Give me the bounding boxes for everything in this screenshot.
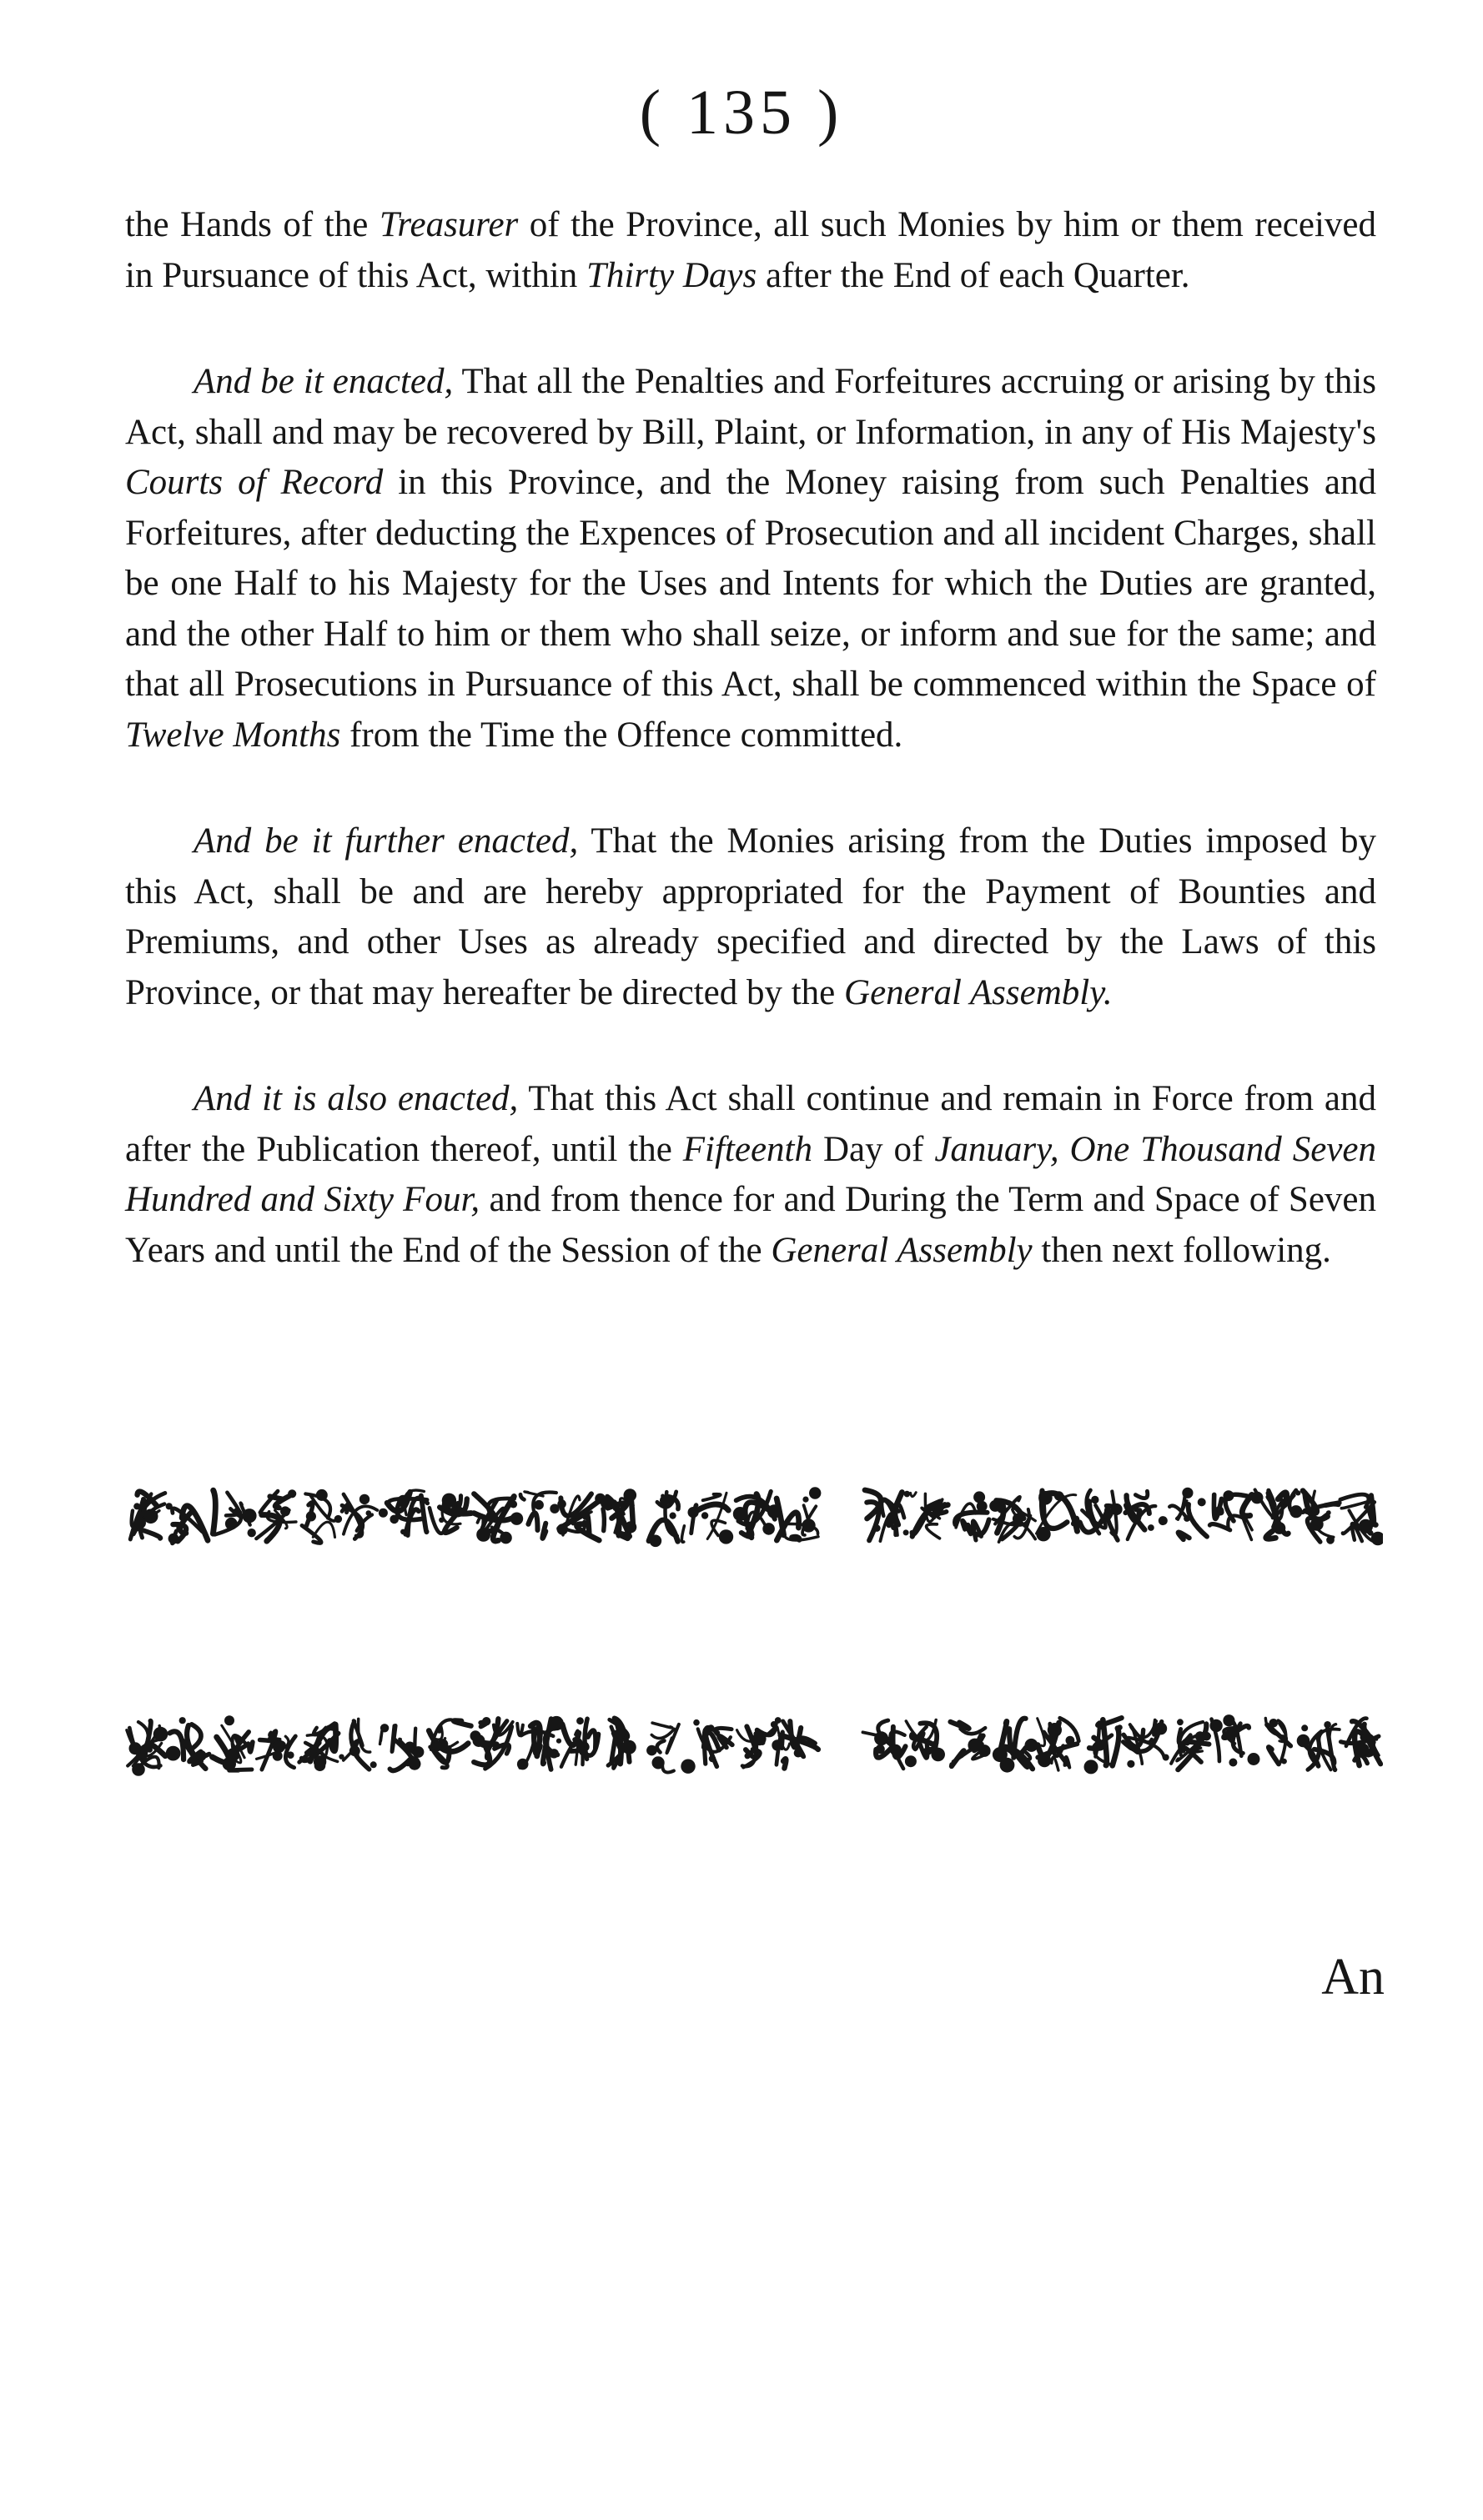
ornament-flourish bbox=[1341, 1719, 1381, 1766]
ornament-flourish bbox=[517, 1716, 564, 1770]
italic-text: Thirty Days bbox=[586, 255, 757, 295]
ornament-flourish bbox=[903, 1491, 948, 1539]
text-run: after the End of each Quarter. bbox=[757, 255, 1190, 295]
italic-text: Courts of Record bbox=[125, 463, 384, 502]
ornament-flourish bbox=[390, 1725, 424, 1770]
ornament-flourish bbox=[989, 1497, 1035, 1542]
printers-ornament-bottom bbox=[125, 1711, 1383, 1778]
italic-text: Fifteenth bbox=[682, 1129, 812, 1169]
ornament-flourish bbox=[993, 1719, 1038, 1773]
ornament-flourish bbox=[1124, 1720, 1169, 1768]
italic-text: And be it further enacted, bbox=[194, 821, 579, 861]
ornament-flourish bbox=[257, 1731, 296, 1770]
ornament-flourish bbox=[1084, 1718, 1123, 1774]
text-run: in this Province, and the Money raising from such Penalties and Forfeitures, after deducting the Expences of Prosecution and all incident Charges, shall be one Half to his Majesty for the Uses and Intents for which the Duties are granted, and the other Half to him or them who shall seize, or inform and sue for the same; and that all Prosecutions in Pursuance of this Act, shall be commenced within the Space of bbox=[125, 463, 1376, 704]
ornament-flourish bbox=[1297, 1721, 1340, 1770]
paragraph-4 bbox=[125, 1074, 1376, 1276]
ornament-flourish bbox=[955, 1491, 989, 1540]
italic-text: Treasurer bbox=[379, 205, 519, 244]
ornament-flourish bbox=[865, 1490, 904, 1541]
ornament-flourish bbox=[949, 1722, 990, 1768]
ornament-flourish bbox=[299, 1724, 344, 1772]
ornament-flourish bbox=[649, 1492, 685, 1547]
ornament-flourish bbox=[772, 1717, 818, 1768]
ornament-flourish bbox=[342, 1494, 388, 1539]
ornament-flourish bbox=[905, 1720, 945, 1768]
text-run: Day of bbox=[812, 1129, 935, 1169]
ornament-flourish bbox=[344, 1719, 390, 1769]
text-run: of the Province, all such Monies by him or them received in Pursuance of this Act, within bbox=[125, 205, 1376, 295]
ornament-flourish bbox=[1248, 1719, 1291, 1766]
ornament-flourish bbox=[737, 1721, 777, 1767]
ornament-flourish bbox=[213, 1490, 256, 1537]
ornament-flourish bbox=[387, 1490, 427, 1535]
paragraph-2 bbox=[125, 357, 1376, 761]
ornament-flourish bbox=[166, 1503, 209, 1544]
ornament-flourish bbox=[470, 1717, 513, 1769]
ornament-flourish bbox=[127, 1721, 168, 1776]
italic-text: And it is also enacted, bbox=[194, 1079, 519, 1118]
text-run: That all the Penalties and Forfeitures accruing or arising by this Act, shall and may be recovered by Bill, Plaint, or Information, in any of His Majesty's bbox=[125, 362, 1376, 452]
ornament-flourish bbox=[430, 1493, 471, 1534]
text-run: then next following. bbox=[1032, 1230, 1331, 1270]
ornament-flourish bbox=[1251, 1490, 1303, 1539]
ornament-flourish bbox=[213, 1715, 253, 1770]
ornament-flourish bbox=[1171, 1719, 1211, 1770]
ornament-flourish bbox=[693, 1719, 732, 1767]
ornament-flourish bbox=[1038, 1718, 1079, 1770]
ornament-flourish bbox=[1295, 1490, 1339, 1544]
ornament-flourish bbox=[863, 1720, 906, 1769]
ornament-flourish bbox=[556, 1717, 599, 1766]
ornament-flourish bbox=[256, 1489, 296, 1543]
ornament-flourish bbox=[429, 1719, 471, 1768]
text-run: That the Monies arising from the Duties imposed by this Act, shall be and are hereby appropriated for the Payment of Bounties and Premiums, and other Uses as already specified and directed by the Laws of this Province, or that may hereafter be directed by the bbox=[125, 821, 1376, 1012]
body-text bbox=[125, 200, 1376, 1332]
ornament-flourish bbox=[1340, 1494, 1383, 1545]
ornament-flourish bbox=[1209, 1490, 1252, 1539]
ornament-flourish bbox=[601, 1488, 636, 1539]
ornament-flourish bbox=[302, 1489, 342, 1544]
text-run: That this Act shall continue and remain in Force from and after the Publication thereof, until the bbox=[125, 1079, 1376, 1169]
text-run: from the Time the Offence committed. bbox=[340, 715, 903, 755]
catchword: An bbox=[1321, 1949, 1385, 2005]
ornament-flourish bbox=[130, 1492, 165, 1539]
italic-text: Twelve Months bbox=[125, 715, 341, 755]
italic-text: January, One Thousand Seven Hundred and Sixty Four, bbox=[125, 1129, 1377, 1219]
ornament-flourish bbox=[1209, 1714, 1249, 1766]
ornament-flourish bbox=[688, 1493, 734, 1544]
ornament-flourish bbox=[166, 1717, 209, 1769]
text-run: the Hands of the bbox=[125, 205, 380, 244]
ornament-flourish bbox=[1169, 1488, 1207, 1540]
italic-text: And be it enacted, bbox=[194, 362, 454, 401]
ornament-flourish bbox=[646, 1723, 696, 1774]
italic-text: General Assembly. bbox=[844, 972, 1113, 1012]
italic-text: General Assembly bbox=[771, 1230, 1033, 1270]
ornament-flourish bbox=[777, 1487, 821, 1540]
ornament-flourish bbox=[1036, 1491, 1077, 1542]
text-run: and from thence for and During the Term and Space of Seven Years and until the End of the Session of the bbox=[125, 1180, 1376, 1270]
printers-ornament-top bbox=[125, 1483, 1383, 1549]
ornament-flourish bbox=[510, 1492, 560, 1539]
ornament-flourish bbox=[557, 1493, 606, 1540]
ornament-flourish bbox=[1125, 1491, 1167, 1539]
ornament-flourish bbox=[608, 1719, 636, 1769]
page-number: ( 135 ) bbox=[639, 78, 844, 148]
paragraph-3 bbox=[125, 816, 1376, 1018]
paragraph-1 bbox=[125, 200, 1376, 301]
ornament-flourish bbox=[1080, 1490, 1123, 1540]
